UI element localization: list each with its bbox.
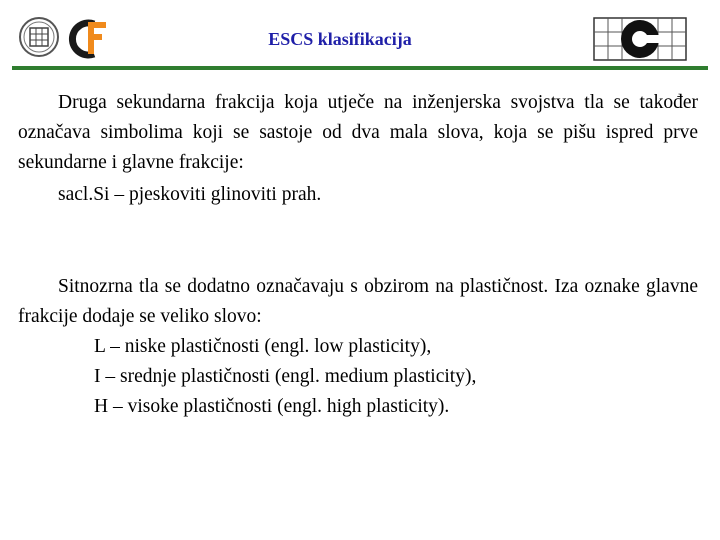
slide-body bbox=[18, 88, 698, 422]
header-divider bbox=[12, 66, 708, 70]
university-seal-icon bbox=[18, 14, 60, 60]
paragraph-plasticity bbox=[18, 272, 698, 332]
paragraph-2-text: Sitnozrna tla se dodatno označavaju s obzirom na plastičnost. Iza oznake glavne frakcije dodaje se veliko slovo: bbox=[18, 276, 698, 327]
plasticity-item-low: L – niske plastičnosti (engl. low plasticity), bbox=[94, 336, 432, 357]
paragraph-secondary-fraction bbox=[18, 88, 698, 178]
faculty-logo-icon bbox=[64, 14, 108, 62]
institute-logo-icon bbox=[592, 16, 688, 62]
slide-header bbox=[0, 0, 720, 72]
example-symbol: sacl.Si – pjeskoviti glinoviti prah. bbox=[58, 184, 322, 205]
slide-title: ESCS klasifikacija bbox=[268, 29, 412, 49]
plasticity-item-high: H – visoke plastičnosti (engl. high plasticity). bbox=[94, 396, 450, 417]
plasticity-item-medium: I – srednje plastičnosti (engl. medium plasticity), bbox=[94, 366, 477, 387]
paragraph-1-text: Druga sekundarna frakcija koja utječe na inženjerska svojstva tla se također označava simbolima koji se sastoje od dva mala slova, koja se pišu ispred prve sekundarne i glavne frakcije: bbox=[18, 92, 698, 173]
